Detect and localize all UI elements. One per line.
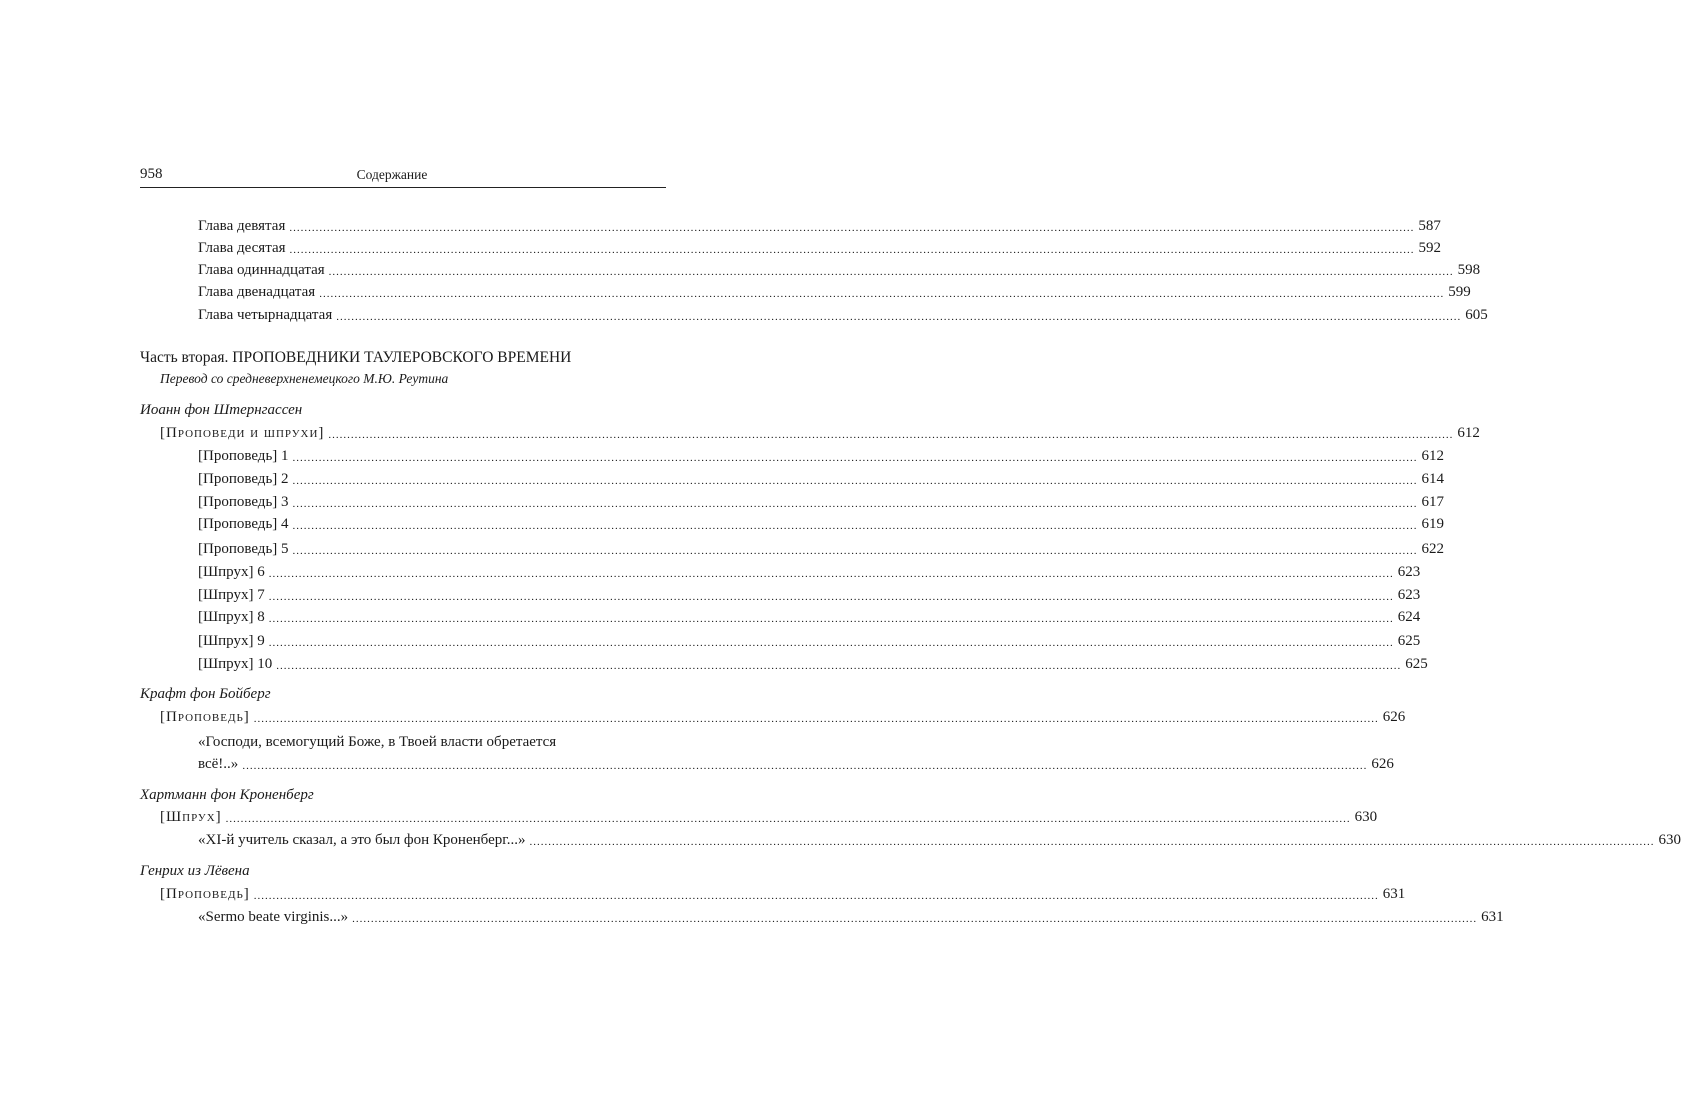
toc-entry [198,515,1445,533]
toc-entry-page: 587 [1418,218,1441,234]
toc-entry-page: 624 [1397,609,1421,625]
toc-author: Хартманн фон Кроненберг [140,787,314,803]
dot-leader: ............................................................................................................................................................................................................................................................................................................ [319,288,1445,300]
toc-entry-label: Глава одиннадцатая [198,262,325,278]
toc-entry [198,261,1481,279]
toc-entry [198,908,1504,926]
toc-entry [198,586,1421,604]
dot-leader: ............................................................................................................................................................................................................................................................................................................ [242,760,1368,772]
toc-entry [198,306,1488,324]
toc-entry-label: [Шпрух] 10 [198,656,273,672]
toc-entry-page: 626 [1371,756,1394,772]
dot-leader: ............................................................................................................................................................................................................................................................................................................ [289,222,1415,234]
toc-entry-label: [Проповедь] 1 [198,448,289,464]
toc-entry-page: 631 [1481,909,1504,925]
dot-leader: ............................................................................................................................................................................................................................................................................................................ [292,545,1418,557]
dot-leader: ............................................................................................................................................................................................................................................................................................................ [253,890,1379,902]
toc-entry-page: 612 [1457,425,1480,441]
dot-leader: ............................................................................................................................................................................................................................................................................................................ [268,568,1394,580]
toc-entry-page: 622 [1421,541,1445,557]
dot-leader: ............................................................................................................................................................................................................................................................................................................ [328,266,1454,278]
toc-entry-label: [Проповедь] 3 [198,494,289,510]
toc-entry-label: Глава четырнадцатая [198,307,333,323]
toc-entry-page: 592 [1418,240,1441,256]
toc-entry [160,424,1480,442]
dot-leader: ............................................................................................................................................................................................................................................................................................................ [225,813,1351,825]
dot-leader: ............................................................................................................................................................................................................................................................................................................ [292,475,1418,487]
dot-leader: ............................................................................................................................................................................................................................................................................................................ [292,452,1418,464]
toc-entry [198,493,1445,511]
toc-entry-label: [Проповедь] 4 [198,516,289,532]
toc-entry-label: Глава девятая [198,218,286,234]
toc-entry-label: [Проповедь] [160,886,250,902]
toc-entry [198,608,1421,626]
toc-author: Генрих из Лёвена [140,863,250,879]
toc-entry-label: [Шпрух] 6 [198,564,265,580]
dot-leader: ............................................................................................................................................................................................................................................................................................................ [268,591,1394,603]
toc-entry-page: 619 [1421,516,1445,532]
toc-entry-page: 617 [1421,494,1445,510]
toc-entry [198,563,1421,581]
dot-leader: ............................................................................................................................................................................................................................................................................................................ [289,244,1415,256]
toc-entry-label: «XI-й учитель сказал, а это был фон Кроненберг...» [198,832,526,848]
dot-leader: ............................................................................................................................................................................................................................................................................................................ [292,520,1418,532]
toc-entry [198,831,1681,849]
dot-leader: ............................................................................................................................................................................................................................................................................................................ [268,613,1394,625]
toc-entry [198,632,1421,650]
toc-entry [198,755,1394,773]
toc-entry [160,885,1406,903]
dot-leader: ............................................................................................................................................................................................................................................................................................................ [292,498,1418,510]
dot-leader: ............................................................................................................................................................................................................................................................................................................ [529,836,1655,848]
toc-entry-label: Глава двенадцатая [198,284,316,300]
toc-entry-label: [Шпрух] 8 [198,609,265,625]
toc-entry-label: [Шпрух] [160,809,222,825]
toc-entry-label: [Проповедь] 5 [198,541,289,557]
toc-entry-label: [Проповедь] [160,709,250,725]
toc-entry [198,540,1445,558]
page-number: 958 [140,166,163,182]
toc-part: Часть вторая. ПРОПОВЕДНИКИ ТАУЛЕРОВСКОГО ВРЕМЕНИ [140,349,572,366]
toc-author: Крафт фон Бойберг [140,686,271,702]
dot-leader: ............................................................................................................................................................................................................................................................................................................ [253,713,1379,725]
toc-entry-page: 623 [1397,587,1421,603]
toc-entry [198,239,1441,257]
toc-entry-page: 623 [1397,564,1421,580]
toc-entry-label: [Шпрух] 7 [198,587,265,603]
toc-entry-page: 598 [1457,262,1481,278]
dot-leader: ............................................................................................................................................................................................................................................................................................................ [276,660,1402,672]
toc-entry-label: Глава десятая [198,240,286,256]
toc-entry-page: 614 [1421,471,1445,487]
toc-subtitle: Перевод со средневерхненемецкого М.Ю. Реутина [160,371,449,386]
toc-entry [160,808,1378,826]
toc-entry-page: 625 [1397,633,1421,649]
toc-entry-page: 630 [1354,809,1378,825]
toc-itemtext: «Господи, всемогущий Боже, в Твоей власти обретается [198,734,557,750]
toc-entry-label: [Проповеди и шпрухи] [160,425,325,441]
toc-entry-page: 630 [1658,832,1681,848]
dot-leader: ............................................................................................................................................................................................................................................................................................................ [352,913,1478,925]
running-title: Содержание [356,167,428,182]
toc-entry-page: 605 [1465,307,1488,323]
toc-entry-page: 599 [1448,284,1471,300]
toc-entry-page: 612 [1421,448,1445,464]
dot-leader: ............................................................................................................................................................................................................................................................................................................ [268,637,1394,649]
toc-entry [198,470,1445,488]
header-rule [140,187,666,188]
toc-entry [198,655,1428,673]
toc-entry-page: 631 [1382,886,1406,902]
toc-entry [198,217,1441,235]
toc-entry-page: 626 [1382,709,1406,725]
toc-entry-label: «Sermo beate virginis...» [198,909,349,925]
toc-entry-label: всё!..» [198,756,239,772]
toc-entry-page: 625 [1405,656,1428,672]
toc-author: Иоанн фон Штернгассен [140,402,303,418]
toc-entry [198,283,1471,301]
dot-leader: ............................................................................................................................................................................................................................................................................................................ [328,429,1454,441]
toc-entry [160,708,1406,726]
toc-entry-label: [Проповедь] 2 [198,471,289,487]
toc-entry-label: [Шпрух] 9 [198,633,265,649]
dot-leader: ............................................................................................................................................................................................................................................................................................................ [336,311,1462,323]
toc-entry [198,447,1445,465]
